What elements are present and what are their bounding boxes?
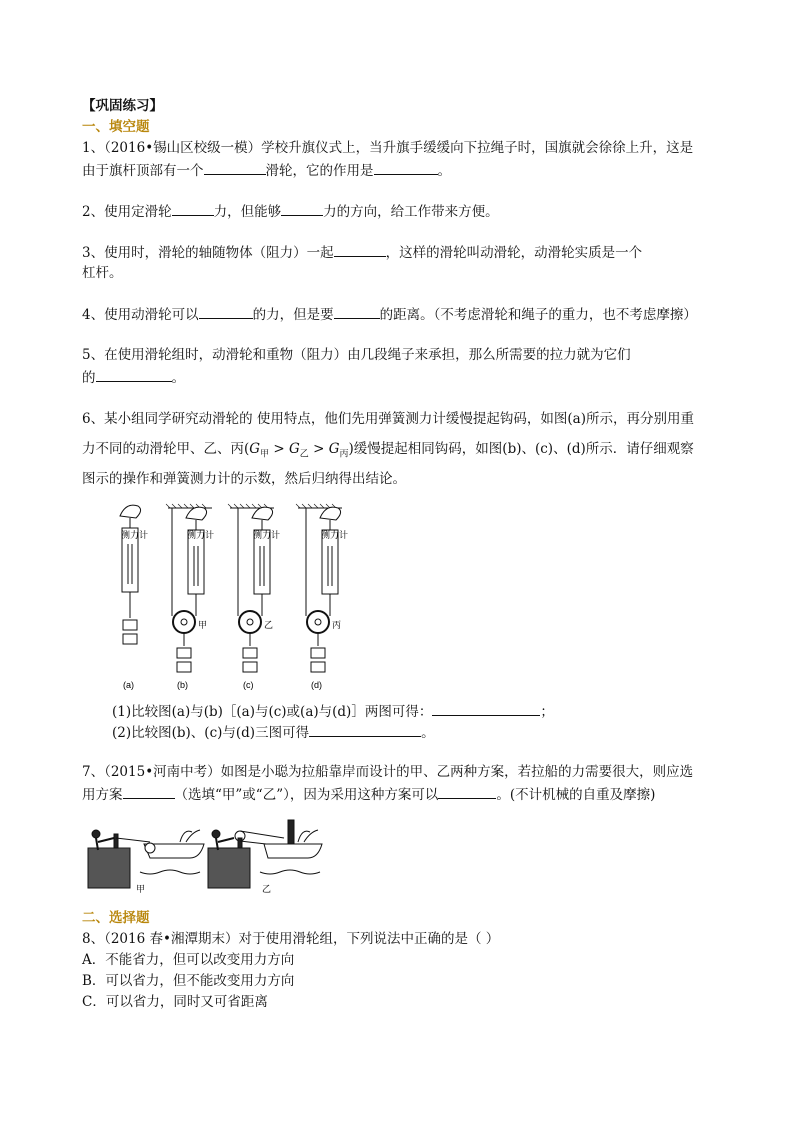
question-6-line-1: 6、某小组同学研究动滑轮的 使用特点，他们先用弹簧测力计缓慢提起钩码，如图(a)所示，再分别用重 (82, 411, 694, 427)
question-3-line-1: 3、使用时，滑轮的轴随物体（阻力）一起 ，这样的滑轮叫动滑轮，动滑轮实质是一个 (82, 242, 642, 263)
section-choice-heading: 二、选择题 (82, 910, 150, 926)
question-2: 2、使用定滑轮 力，但能够 力的方向，给工作带来方便。 (82, 201, 499, 222)
answer-blank[interactable] (432, 701, 540, 716)
scale-label: 测力计 (187, 530, 215, 540)
figure-label-d: (d) (311, 680, 322, 690)
boat-pulling-figure (84, 812, 330, 896)
answer-blank[interactable] (438, 784, 496, 799)
answer-blank[interactable] (96, 367, 172, 382)
question-5-line-1: 5、在使用滑轮组时，动滑轮和重物（阻力）由几段绳子来承担，那么所需要的拉力就为它们 (82, 347, 631, 363)
question-3-line-2: 杠杆。 (82, 265, 123, 281)
question-8-option-c[interactable]: C．可以省力，同时又可省距离 (82, 994, 268, 1010)
question-1-line-2: 由于旗杆顶部有一个 滑轮，它的作用是 。 (82, 160, 451, 181)
scale-label: 测力计 (121, 530, 149, 540)
answer-blank[interactable] (374, 160, 438, 175)
answer-blank[interactable] (199, 304, 253, 319)
question-6-sub-1: (1)比较图(a)与(b)［(a)与(c)或(a)与(d)］两图可得： ； (112, 701, 554, 722)
question-5-line-2: 的 。 (82, 367, 185, 388)
pulley-label-jia: 甲 (198, 620, 208, 630)
scheme-jia (88, 830, 204, 888)
figure-label-b: (b) (177, 680, 188, 690)
answer-blank[interactable] (172, 201, 214, 216)
pulley-experiment-figure (108, 498, 368, 694)
scale-label: 测力计 (321, 530, 349, 540)
answer-blank[interactable] (309, 722, 421, 737)
pulley-label-bing: 丙 (332, 620, 342, 630)
answer-blank[interactable] (123, 784, 175, 799)
scheme-label-yi: 乙 (262, 884, 272, 894)
scheme-yi (208, 820, 322, 888)
question-8-option-b[interactable]: B．可以省力，但不能改变用力方向 (82, 973, 295, 989)
setup-a (120, 505, 141, 644)
answer-blank[interactable] (204, 160, 266, 175)
pulley-label-yi: 乙 (264, 620, 274, 630)
question-1-line-1: 1、（2016•锡山区校级一模）学校升旗仪式上，当升旗手缓缓向下拉绳子时，国旗就会徐徐上升，这是 (82, 140, 694, 156)
answer-blank[interactable] (281, 201, 323, 216)
section-fill-blank-heading: 一、填空题 (82, 119, 150, 135)
figure-label-c: (c) (243, 680, 254, 690)
question-8-stem: 8、（2016 春•湘潭期末）对于使用滑轮组，下列说法中正确的是（ ） (82, 931, 500, 947)
section-title: 【巩固练习】 (82, 98, 163, 114)
question-8-option-a[interactable]: A．不能省力，但可以改变用力方向 (82, 952, 295, 968)
question-4: 4、使用动滑轮可以 的力，但是要 的距离。（不考虑滑轮和绳子的重力，也不考虑摩擦） (82, 304, 697, 325)
figure-label-a: (a) (123, 680, 134, 690)
question-7-line-1: 7、（2015•河南中考）如图是小聪为拉船靠岸而设计的甲、乙两种方案，若拉船的力需要很大，则应选 (82, 764, 694, 780)
question-6-line-2: 力不同的动滑轮甲、乙、丙$(G_甲 > G_乙 > G_丙)$缓慢提起相同钩码，如图(b)、(c)、(d)所示．请仔细观察 (82, 441, 694, 460)
answer-blank[interactable] (334, 304, 380, 319)
question-7-line-2: 用方案 （选填“甲”或“乙”），因为采用这种方案可以 。(不计机械的自重及摩擦) (82, 784, 655, 805)
scheme-label-jia: 甲 (136, 884, 146, 894)
question-6-sub-2: (2)比较图(b)、(c)与(d)三图可得 。 (112, 722, 435, 743)
answer-blank[interactable] (334, 242, 386, 257)
scale-label: 测力计 (253, 530, 281, 540)
question-6-line-3: 图示的操作和弹簧测力计的示数，然后归纳得出结论。 (82, 471, 406, 487)
